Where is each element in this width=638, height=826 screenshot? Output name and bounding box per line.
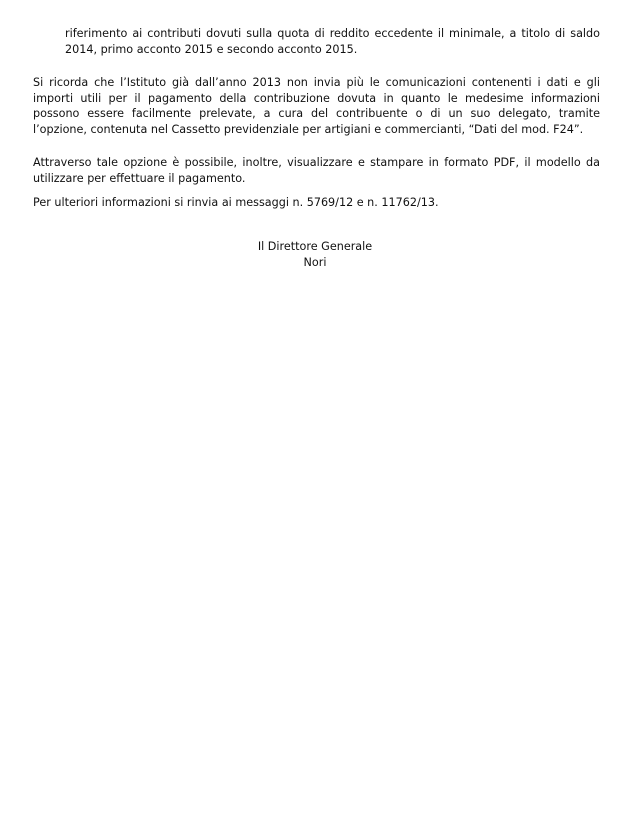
signature-title: Il Direttore Generale: [257, 240, 373, 253]
continued-paragraph: riferimento ai contributi dovuti sulla quota di reddito eccedente il minimale, a titolo di saldo 2014, primo acconto 2015 e secondo acconto 2015.: [65, 27, 600, 56]
paragraph-pdf-option: Attraverso tale opzione è possibile, inoltre, visualizzare e stampare in formato PDF, il modello da utilizzare per effettuare il pagamento.: [33, 156, 600, 185]
signature-name: Nori: [303, 256, 327, 269]
paragraph-cassetto-info: Si ricorda che l’Istituto già dall’anno 2013 non invia più le comunicazioni contenenti i dati e gli importi utili per il pagamento della contribuzione dovuta in quanto le medesime informazioni possono essere facilmente prelevate, a cura del contribuente o di un suo delegato, tramite l’opzione, contenuta nel Cassetto previdenziale per artigiani e commercianti, “Dati del mod. F24”.: [33, 76, 600, 136]
signature-block: [200, 239, 430, 271]
paragraph-further-info: Per ulteriori informazioni si rinvia ai messaggi n. 5769/12 e n. 11762/13.: [33, 196, 439, 209]
